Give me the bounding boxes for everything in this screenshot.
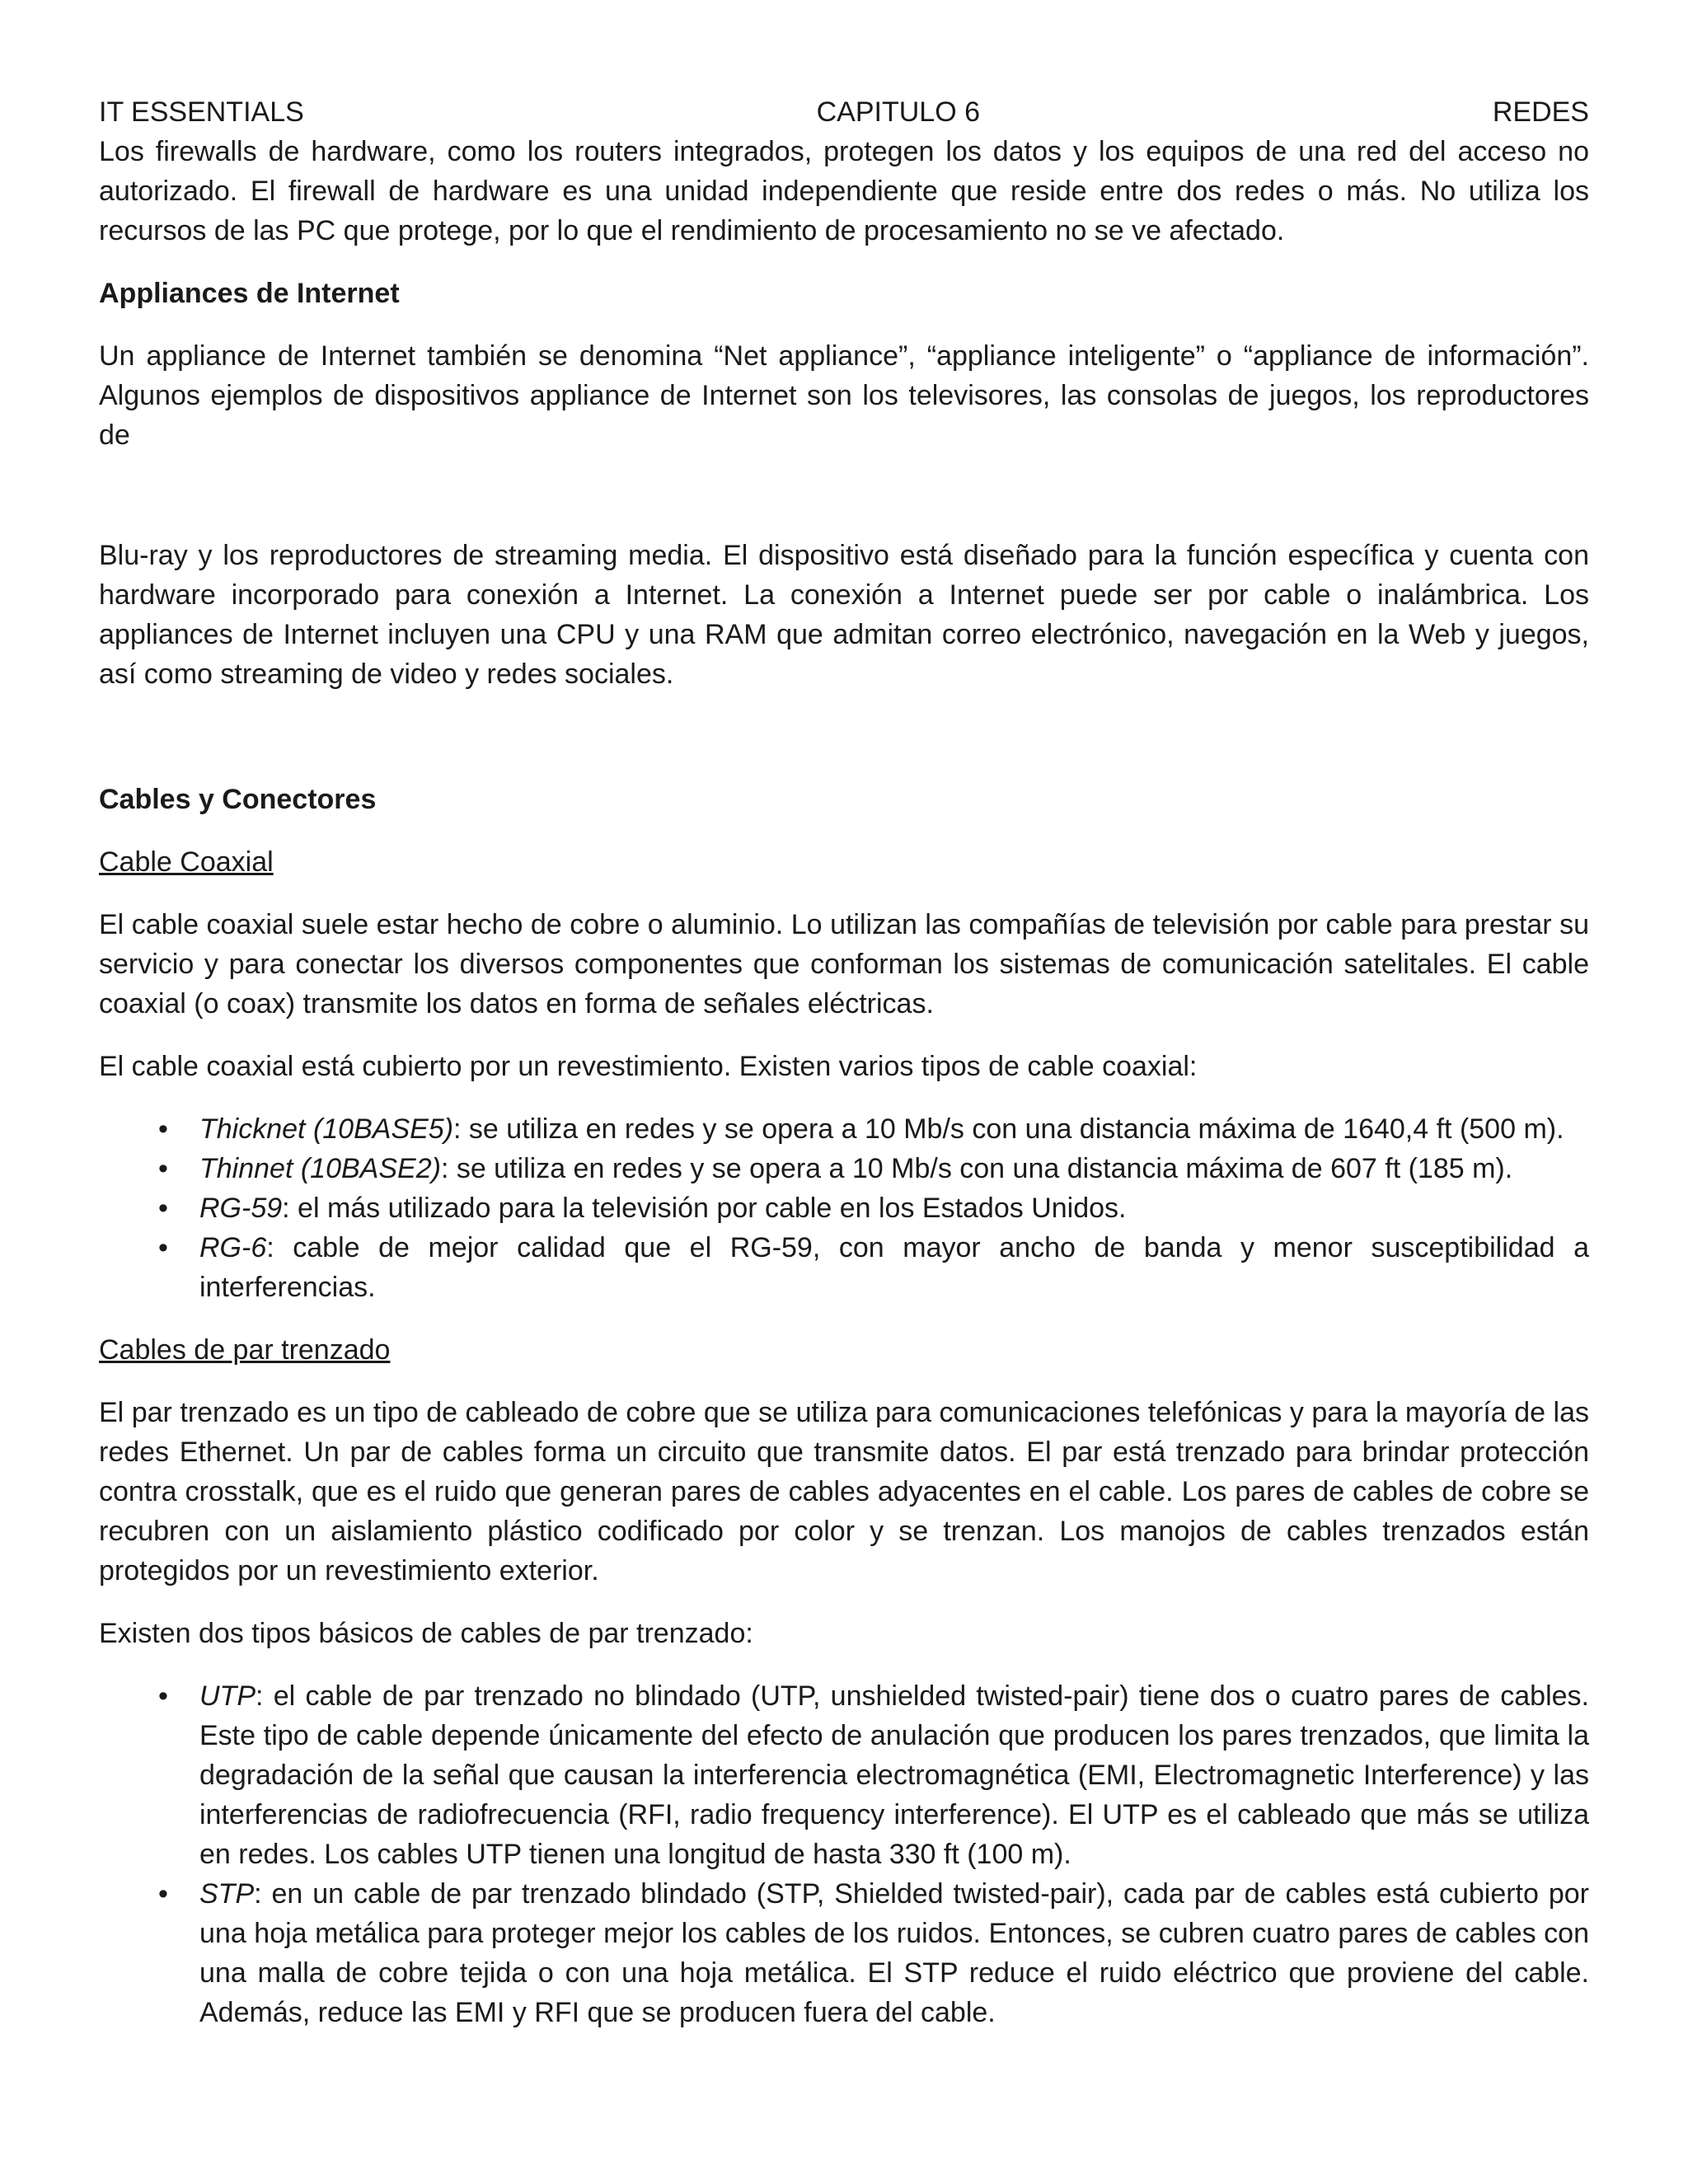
list-item-text: : se utiliza en redes y se opera a 10 Mb/s con una distancia máxima de 607 ft (185 m). <box>440 1153 1513 1184</box>
twisted-pair-type-list <box>99 1676 1589 2032</box>
list-item <box>99 1109 1589 1149</box>
list-item-term: Thinnet (10BASE2) <box>199 1153 441 1184</box>
cables-heading: Cables y Conectores <box>99 784 377 815</box>
bullet-icon: • <box>158 1878 168 1910</box>
list-item <box>99 1228 1589 1307</box>
header-left: IT ESSENTIALS <box>99 96 304 128</box>
appliances-paragraph-part2: Blu-ray y los reproductores de streaming media. El dispositivo está diseñado para la función específica y cuenta con hardware incorporado para conexión a Internet. La conexión a Internet puede ser por cable o inalámbrica. Los appliances de Internet incluyen una CPU y una RAM que admitan correo electrónico, navegación en la Web y juegos, así como streaming de video y redes sociales. <box>99 540 1589 690</box>
section-gap <box>99 717 1589 780</box>
coaxial-paragraph-2: El cable coaxial está cubierto por un revestimiento. Existen varios tipos de cable coaxial: <box>99 1051 1198 1082</box>
bullet-icon: • <box>158 1113 168 1145</box>
list-item-text: : en un cable de par trenzado blindado (STP, Shielded twisted-pair), cada par de cables está cubierto por una hoja metálica para proteger mejor los cables de los ruidos. Entonces, se cubren cuatro pares de cables con una malla de cobre tejida o con una hoja metálica. El STP reduce el ruido eléctrico que proviene del cable. Además, reduce las EMI y RFI que se producen fuera del cable. <box>199 1878 1589 2028</box>
list-item <box>99 1874 1589 2032</box>
document-page <box>99 92 1589 2055</box>
list-item-text: : el más utilizado para la televisión por cable en los Estados Unidos. <box>282 1193 1127 1224</box>
intro-paragraph: Los firewalls de hardware, como los routers integrados, protegen los datos y los equipos de una red del acceso no autorizado. El firewall de hardware es una unidad independiente que reside entre dos redes o más. No utiliza los recursos de las PC que protege, por lo que el rendimiento de procesamiento no se ve afectado. <box>99 136 1589 246</box>
list-item <box>99 1188 1589 1228</box>
twisted-pair-paragraph-1: El par trenzado es un tipo de cableado de cobre que se utiliza para comunicaciones telefónicas y para la mayoría de las redes Ethernet. Un par de cables forma un circuito que transmite datos. El par está trenzado para brindar protección contra crosstalk, que es el ruido que generan pares de cables adyacentes en el cable. Los pares de cables de cobre se recubren con un aislamiento plástico codificado por color y se trenzan. Los manojos de cables trenzados están protegidos por un revestimiento exterior. <box>99 1397 1589 1586</box>
twisted-pair-paragraph-2: Existen dos tipos básicos de cables de par trenzado: <box>99 1618 753 1649</box>
coaxial-paragraph-1: El cable coaxial suele estar hecho de cobre o aluminio. Lo utilizan las compañías de televisión por cable para prestar su servicio y para conectar los diversos componentes que conforman los sistemas de comunicación satelitales. El cable coaxial (o coax) transmite los datos en forma de señales eléctricas. <box>99 909 1589 1019</box>
list-item-term: RG-6 <box>199 1232 267 1263</box>
bullet-icon: • <box>158 1193 168 1224</box>
twisted-pair-subheading: Cables de par trenzado <box>99 1334 391 1366</box>
bullet-icon: • <box>158 1153 168 1184</box>
header-right: REDES <box>1492 96 1589 128</box>
page-header <box>99 92 1589 132</box>
bullet-icon: • <box>158 1680 168 1712</box>
list-item-term: UTP <box>199 1680 256 1712</box>
list-item-text: : cable de mejor calidad que el RG-59, con mayor ancho de banda y menor susceptibilidad a interferencias. <box>199 1232 1589 1303</box>
list-item <box>99 1676 1589 1874</box>
header-center: CAPITULO 6 <box>816 96 981 128</box>
appliances-heading: Appliances de Internet <box>99 278 400 309</box>
page-break-gap <box>99 478 1589 536</box>
coaxial-type-list <box>99 1109 1589 1307</box>
list-item-term: Thicknet (10BASE5) <box>199 1113 454 1145</box>
list-item-term: STP <box>199 1878 255 1910</box>
bullet-icon: • <box>158 1232 168 1263</box>
appliances-paragraph-part1: Un appliance de Internet también se denomina “Net appliance”, “appliance inteligente” o “appliance de información”. Algunos ejemplos de dispositivos appliance de Internet son los televisores, las consolas de juegos, los reproductores de <box>99 340 1589 451</box>
list-item <box>99 1149 1589 1188</box>
coaxial-subheading: Cable Coaxial <box>99 846 274 878</box>
list-item-text: : el cable de par trenzado no blindado (UTP, unshielded twisted-pair) tiene dos o cuatro pares de cables. Este tipo de cable depende únicamente del efecto de anulación que producen los pares trenzados, que limita la degradación de la señal que causan la interferencia electromagnética (EMI, Electromagnetic Interference) y las interferencias de radiofrecuencia (RFI, radio frequency interference). El UTP es el cableado que más se utiliza en redes. Los cables UTP tienen una longitud de hasta 330 ft (100 m). <box>199 1680 1589 1870</box>
list-item-text: : se utiliza en redes y se opera a 10 Mb/s con una distancia máxima de 1640,4 ft (500 m). <box>453 1113 1564 1145</box>
list-item-term: RG-59 <box>199 1193 283 1224</box>
